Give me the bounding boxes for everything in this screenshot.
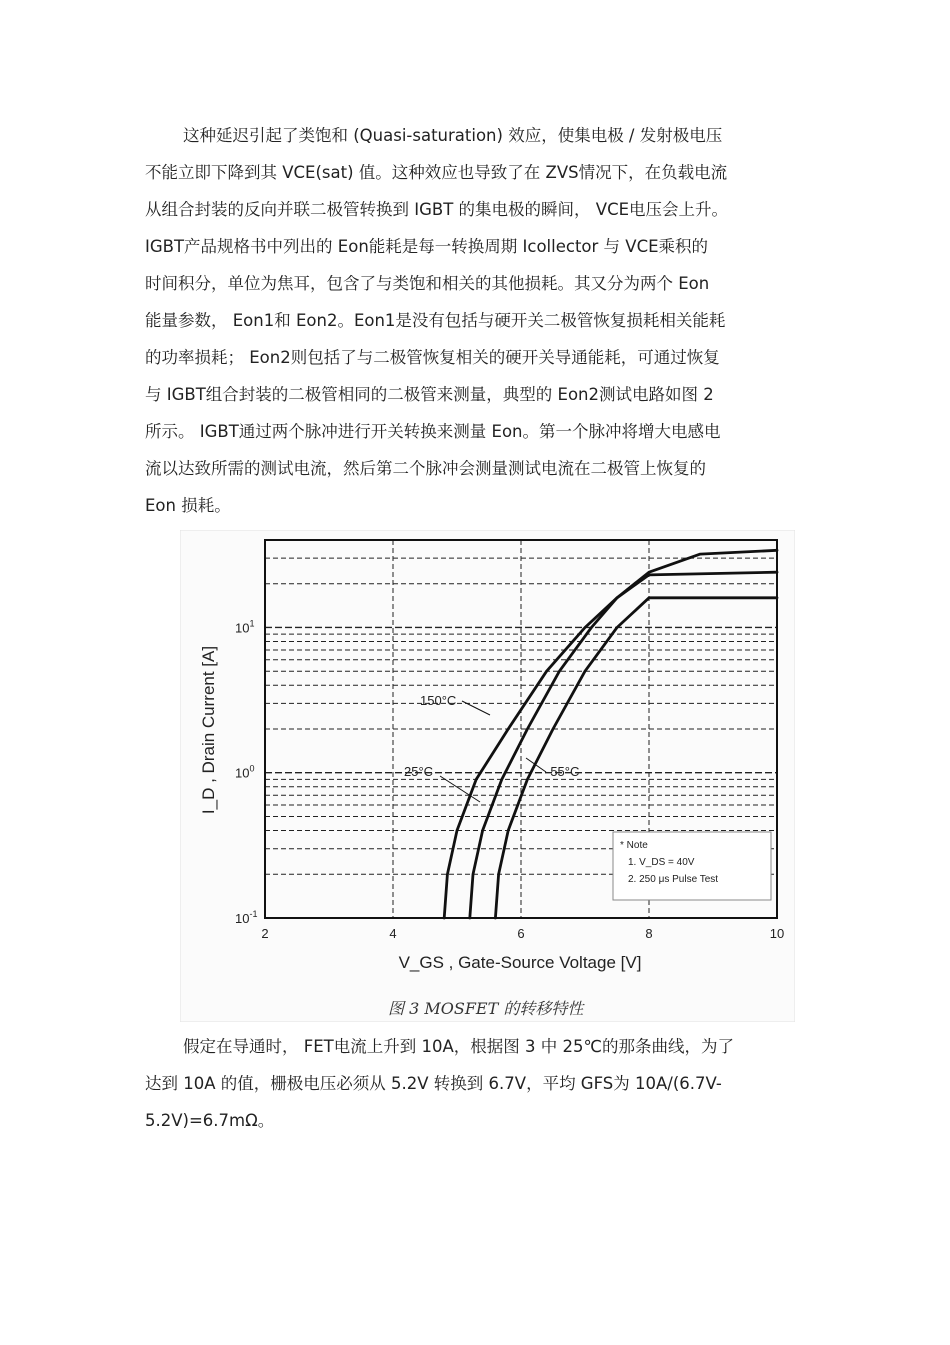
- series-label-150c: 150°C: [420, 693, 457, 708]
- figure-caption: 图 3 MOSFET 的转移特性: [388, 999, 584, 1018]
- text-line: 所示。 IGBT通过两个脉冲进行开关转换来测量 Eon。第一个脉冲将增大电感电: [145, 422, 721, 441]
- series-label-minus55c: -55°C: [546, 764, 580, 779]
- note-title: * Note: [620, 840, 648, 851]
- figure-frame: [180, 530, 795, 1022]
- y-tick-label: $10^0$: [235, 763, 255, 781]
- text-line: 这种延迟引起了类饱和 (Quasi-saturation) 效应，使集电极 / 发射极电压: [183, 126, 723, 145]
- transfer-characteristic-chart: [180, 530, 795, 1022]
- y-axis-label: I_D , Drain Current [A]: [199, 645, 218, 815]
- text-line: 达到 10A 的值，栅极电压必须从 5.2V 转换到 6.7V，平均 GFS为 10A/(6.7V-: [145, 1074, 722, 1093]
- x-tick-label: 10: [769, 926, 785, 941]
- x-tick-label: 2: [261, 926, 269, 941]
- y-tick-label: $10^{-1}$: [235, 909, 258, 926]
- x-axis-label: V_GS , Gate-Source Voltage [V]: [398, 953, 642, 972]
- transfer-characteristic-figure: [180, 530, 795, 1022]
- note-line-1: 1. V_DS = 40V: [628, 857, 695, 868]
- text-line: 不能立即下降到其 VCE(sat) 值。这种效应也导致了在 ZVS情况下，在负载电流: [145, 163, 728, 182]
- text-line: IGBT产品规格书中列出的 Eon能耗是每一转换周期 Icollector 与 VCE乘积的: [145, 237, 709, 256]
- text-line: 与 IGBT组合封装的二极管相同的二极管来测量，典型的 Eon2测试电路如图 2: [145, 385, 714, 404]
- x-tick-label: 6: [517, 926, 525, 941]
- text-line: 时间积分，单位为焦耳，包含了与类饱和相关的其他损耗。其又分为两个 Eon: [145, 274, 710, 293]
- x-tick-label: 8: [645, 926, 653, 941]
- paragraph-1: [145, 117, 805, 524]
- text-line: 的功率损耗； Eon2则包括了与二极管恢复相关的硬开关导通能耗，可通过恢复: [145, 348, 720, 367]
- text-line: 能量参数， Eon1和 Eon2。Eon1是没有包括与硬开关二极管恢复损耗相关能耗: [145, 311, 726, 330]
- x-tick-label: 4: [389, 926, 397, 941]
- text-line: 从组合封装的反向并联二极管转换到 IGBT 的集电极的瞬间， VCE电压会上升。: [145, 200, 729, 219]
- text-line: 5.2V)=6.7mΩ。: [145, 1111, 275, 1130]
- text-line: 流以达致所需的测试电流，然后第二个脉冲会测量测试电流在二极管上恢复的: [145, 459, 706, 478]
- y-tick-label: $10^1$: [235, 618, 255, 636]
- text-line: Eon 损耗。: [145, 496, 231, 515]
- series-label-25c: 25°C: [404, 764, 434, 779]
- note-line-2: 2. 250 μs Pulse Test: [628, 874, 719, 885]
- paragraph-2: [145, 1028, 805, 1139]
- text-line: 假定在导通时， FET电流上升到 10A，根据图 3 中 25℃的那条曲线，为了: [183, 1037, 735, 1056]
